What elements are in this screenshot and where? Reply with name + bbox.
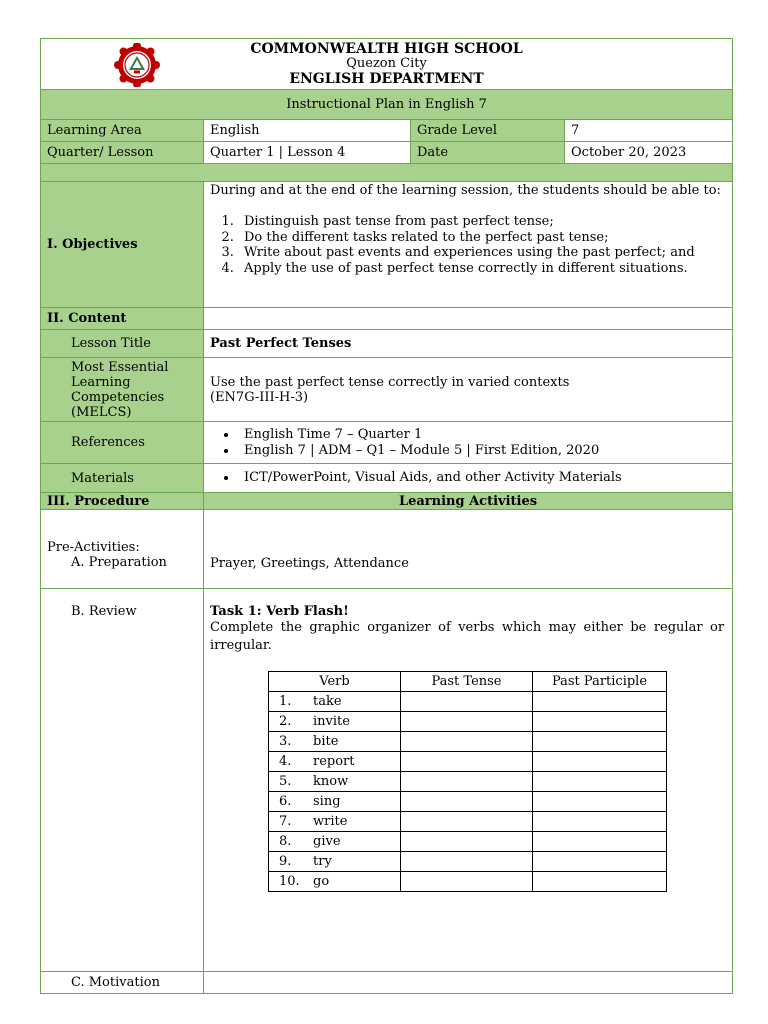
table-row xyxy=(269,752,667,772)
materials-item: • ICT/PowerPoint, Visual Aids, and other Activity Materials xyxy=(238,470,732,486)
past-participle-blank xyxy=(533,752,667,772)
past-participle-blank xyxy=(533,732,667,752)
verb-organizer-table xyxy=(268,671,667,892)
verb-word: write xyxy=(313,814,348,829)
past-tense-blank xyxy=(401,712,533,732)
past-participle-blank xyxy=(533,692,667,712)
verb-number: 1. xyxy=(279,694,292,709)
verb-word: bite xyxy=(313,734,339,749)
school-seal-logo xyxy=(113,43,161,87)
learning-area-value: English xyxy=(204,120,411,142)
references-row xyxy=(41,422,733,464)
verb-word: report xyxy=(313,754,355,769)
school-name: COMMONWEALTH HIGH SCHOOL xyxy=(250,41,523,57)
objectives-label: I. Objectives xyxy=(41,182,204,308)
procedure-header-row xyxy=(41,493,733,510)
objectives-row xyxy=(41,182,733,308)
verb-number: 9. xyxy=(279,854,292,869)
objective-item: 4. Apply the use of past perfect tense correctly in different situations. xyxy=(238,261,732,277)
preparation-row xyxy=(41,510,733,589)
verb-number: 5. xyxy=(279,774,292,789)
info-row-2 xyxy=(41,142,733,164)
verb-header: Verb xyxy=(269,672,401,692)
quarter-label: Quarter/ Lesson xyxy=(41,142,204,164)
procedure-label: III. Procedure xyxy=(41,493,204,510)
content-header-row xyxy=(41,308,733,330)
review-row xyxy=(41,589,733,972)
task-title: Task 1: Verb Flash! xyxy=(210,604,349,619)
melcs-code: (EN7G-III-H-3) xyxy=(210,389,309,405)
plan-title: Instructional Plan in English 7 xyxy=(41,90,733,120)
verb-word: sing xyxy=(313,794,341,809)
table-row xyxy=(269,792,667,812)
learning-area-label: Learning Area xyxy=(41,120,204,142)
plan-title-row xyxy=(41,90,733,120)
lesson-title-value: Past Perfect Tenses xyxy=(204,330,733,358)
pre-activities-label: Pre-Activities: xyxy=(47,540,140,555)
past-tense-blank xyxy=(401,832,533,852)
date-value: October 20, 2023 xyxy=(565,142,733,164)
past-tense-blank xyxy=(401,772,533,792)
motivation-label: C. Motivation xyxy=(41,972,204,994)
task-instructions: Complete the graphic organizer of verbs which may either be regular or irregular. xyxy=(210,620,725,653)
verb-word: go xyxy=(313,874,330,889)
grade-level-label: Grade Level xyxy=(411,120,565,142)
verb-word: know xyxy=(313,774,349,789)
verb-number: 3. xyxy=(279,734,292,749)
objective-item: 1. Distinguish past tense from past perfect tense; xyxy=(238,214,732,230)
department-name: ENGLISH DEPARTMENT xyxy=(289,71,484,87)
past-tense-blank xyxy=(401,872,533,892)
materials-label: Materials xyxy=(41,464,204,493)
table-row xyxy=(269,732,667,752)
table-row xyxy=(269,692,667,712)
table-row xyxy=(269,772,667,792)
past-tense-blank xyxy=(401,692,533,712)
table-row xyxy=(269,872,667,892)
verb-number: 7. xyxy=(279,814,292,829)
references-list xyxy=(210,427,732,459)
verb-word: take xyxy=(313,694,342,709)
past-participle-blank xyxy=(533,852,667,872)
past-tense-blank xyxy=(401,752,533,772)
objective-item: 2. Do the different tasks related to the perfect past tense; xyxy=(238,230,732,246)
past-tense-blank xyxy=(401,792,533,812)
materials-row xyxy=(41,464,733,493)
past-participle-blank xyxy=(533,872,667,892)
motivation-row xyxy=(41,972,733,994)
table-row xyxy=(269,832,667,852)
lesson-title-label: Lesson Title xyxy=(41,330,204,358)
green-spacer-row xyxy=(41,164,733,182)
melcs-row xyxy=(41,358,733,422)
past-tense-header: Past Tense xyxy=(401,672,533,692)
past-tense-blank xyxy=(401,812,533,832)
table-row xyxy=(269,712,667,732)
learning-activities-label: Learning Activities xyxy=(204,493,733,510)
lesson-title-row xyxy=(41,330,733,358)
content-label: II. Content xyxy=(41,308,204,330)
past-participle-blank xyxy=(533,792,667,812)
past-participle-blank xyxy=(533,832,667,852)
lesson-plan-sheet xyxy=(40,38,732,992)
review-label: B. Review xyxy=(41,589,204,972)
reference-item: • English Time 7 – Quarter 1 xyxy=(238,427,732,443)
past-tense-blank xyxy=(401,852,533,872)
verb-number: 8. xyxy=(279,834,292,849)
past-tense-blank xyxy=(401,732,533,752)
materials-list xyxy=(210,470,732,486)
past-participle-blank xyxy=(533,772,667,792)
info-row-1 xyxy=(41,120,733,142)
melcs-label: Most Essential Learning Competencies (MELCS) xyxy=(41,358,204,422)
objective-item: 3. Write about past events and experiences using the past perfect; and xyxy=(238,245,732,261)
preparation-label: A. Preparation xyxy=(71,555,167,570)
verb-number: 4. xyxy=(279,754,292,769)
school-city: Quezon City xyxy=(346,56,427,71)
verb-number: 2. xyxy=(279,714,292,729)
table-row xyxy=(269,812,667,832)
verb-word: invite xyxy=(313,714,350,729)
verb-number: 6. xyxy=(279,794,292,809)
preparation-value: Prayer, Greetings, Attendance xyxy=(204,510,733,589)
verb-word: try xyxy=(313,854,332,869)
school-header-row xyxy=(41,39,733,90)
verb-word: give xyxy=(313,834,341,849)
verb-number: 10. xyxy=(279,874,300,889)
references-label: References xyxy=(41,422,204,464)
verb-table-header xyxy=(269,672,667,692)
objectives-list xyxy=(210,214,732,276)
past-participle-blank xyxy=(533,812,667,832)
melcs-text: Use the past perfect tense correctly in varied contexts xyxy=(210,374,570,390)
grade-level-value: 7 xyxy=(565,120,733,142)
quarter-value: Quarter 1 | Lesson 4 xyxy=(204,142,411,164)
objectives-intro: During and at the end of the learning session, the students should be able to: xyxy=(210,183,721,198)
lesson-plan-table xyxy=(40,38,733,994)
past-participle-header: Past Participle xyxy=(533,672,667,692)
date-label: Date xyxy=(411,142,565,164)
reference-item: • English 7 | ADM – Q1 – Module 5 | First Edition, 2020 xyxy=(238,443,732,459)
table-row xyxy=(269,852,667,872)
past-participle-blank xyxy=(533,712,667,732)
